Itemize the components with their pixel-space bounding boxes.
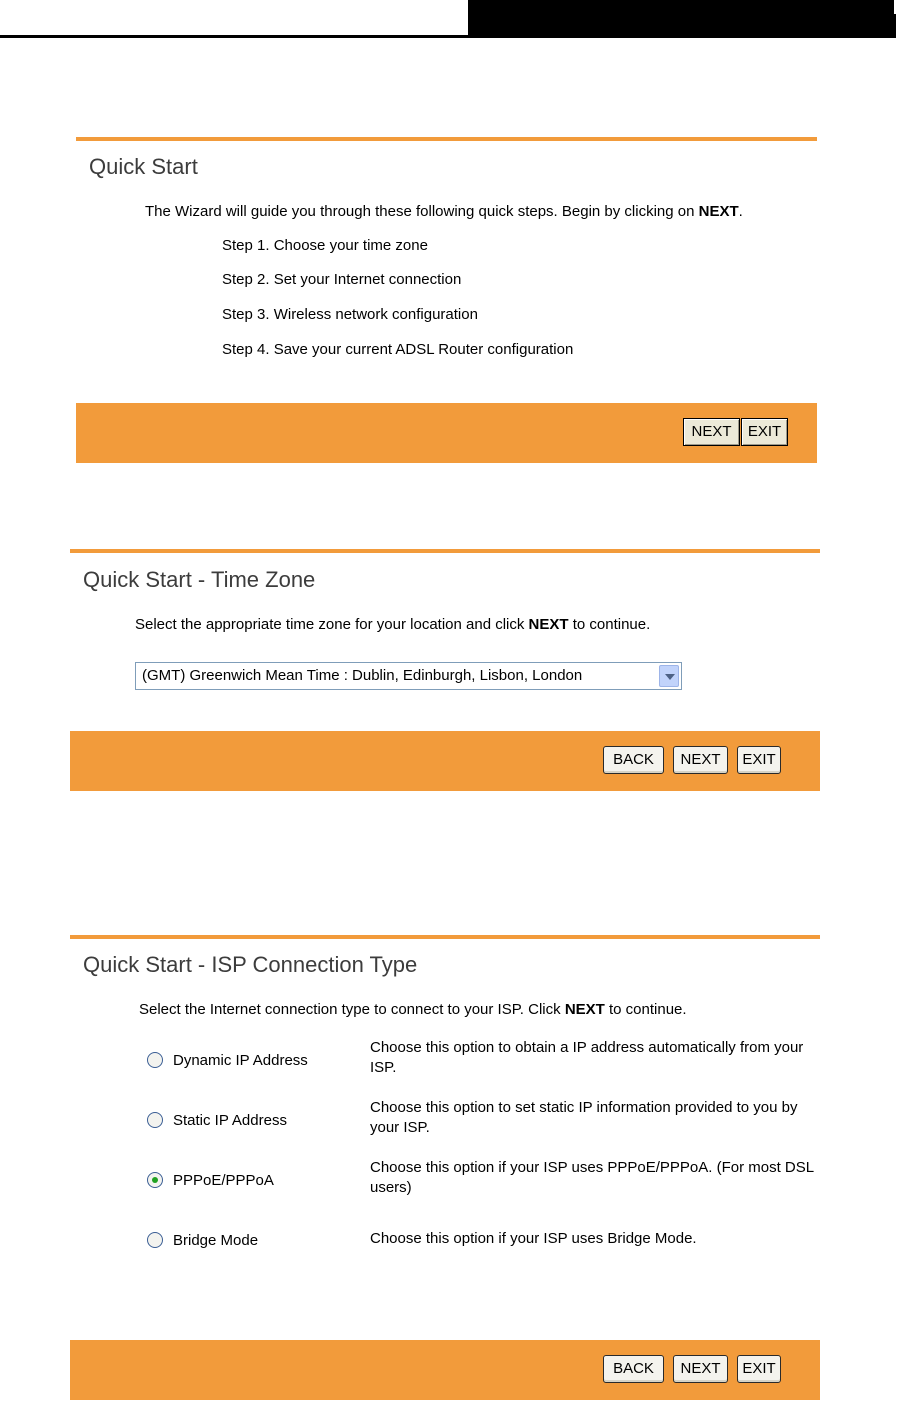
time-zone-intro — [135, 616, 650, 633]
static-ip-label[interactable]: Static IP Address — [173, 1112, 287, 1129]
bridge-mode-radio[interactable] — [147, 1232, 163, 1248]
step-item: Step 1. Choose your time zone — [222, 237, 428, 254]
panel-top-rule — [76, 137, 817, 141]
time-zone-intro-end: to continue. — [568, 616, 651, 633]
back-button[interactable]: BACK — [603, 746, 664, 774]
document-header-rule — [0, 35, 468, 38]
time-zone-select[interactable] — [135, 662, 682, 690]
next-button[interactable]: NEXT — [673, 1355, 728, 1383]
exit-button[interactable]: EXIT — [737, 1355, 781, 1383]
document-header-bar — [468, 0, 894, 38]
panel-top-rule — [70, 549, 820, 553]
panel-top-rule — [70, 935, 820, 939]
bridge-mode-label[interactable]: Bridge Mode — [173, 1232, 259, 1249]
bridge-mode-description: Choose this option if your ISP uses Bridge Mode. — [370, 1230, 697, 1247]
dynamic-ip-label[interactable]: Dynamic IP Address — [173, 1052, 308, 1069]
next-button[interactable]: NEXT — [673, 746, 728, 774]
time-zone-intro-bold: NEXT — [528, 616, 569, 633]
document-header-tick — [894, 14, 896, 38]
wizard-intro-text: The Wizard will guide you through these following quick steps. Begin by clicking on — [145, 203, 699, 220]
dynamic-ip-description: Choose this option to obtain a IP address automatically from your ISP. — [370, 1039, 804, 1076]
wizard-intro-bold: NEXT — [698, 203, 739, 220]
pppoe-pppoa-description: Choose this option if your ISP uses PPPoE/PPPoA. (For most DSL users) — [370, 1159, 814, 1196]
exit-button[interactable]: EXIT — [737, 746, 781, 774]
page-title: Quick Start - Time Zone — [83, 567, 316, 592]
exit-button[interactable]: EXIT — [741, 418, 788, 446]
time-zone-intro-text: Select the appropriate time zone for your location and click — [135, 616, 529, 633]
step-item: Step 2. Set your Internet connection — [222, 271, 462, 288]
wizard-intro — [145, 203, 743, 220]
dynamic-ip-radio[interactable] — [147, 1052, 163, 1068]
page-title: Quick Start — [89, 154, 198, 179]
isp-intro-text: Select the Internet connection type to connect to your ISP. Click — [139, 1001, 565, 1018]
pppoe-pppoa-radio[interactable] — [147, 1172, 163, 1188]
step-item: Step 3. Wireless network configuration — [222, 306, 478, 323]
static-ip-description: Choose this option to set static IP information provided to you by your ISP. — [370, 1099, 798, 1136]
back-button[interactable]: BACK — [603, 1355, 664, 1383]
step-item: Step 4. Save your current ADSL Router configuration — [222, 341, 574, 358]
page-title: Quick Start - ISP Connection Type — [83, 952, 418, 977]
next-button[interactable]: NEXT — [683, 418, 740, 446]
isp-intro-end: to continue. — [604, 1001, 687, 1018]
wizard-intro-end: . — [738, 203, 743, 220]
pppoe-pppoa-label[interactable]: PPPoE/PPPoA — [173, 1172, 274, 1189]
chevron-down-icon[interactable] — [659, 665, 679, 687]
time-zone-selected-value: (GMT) Greenwich Mean Time : Dublin, Edinburgh, Lisbon, London — [142, 667, 583, 684]
isp-intro-bold: NEXT — [564, 1001, 605, 1018]
static-ip-radio[interactable] — [147, 1112, 163, 1128]
isp-intro — [139, 1001, 687, 1018]
